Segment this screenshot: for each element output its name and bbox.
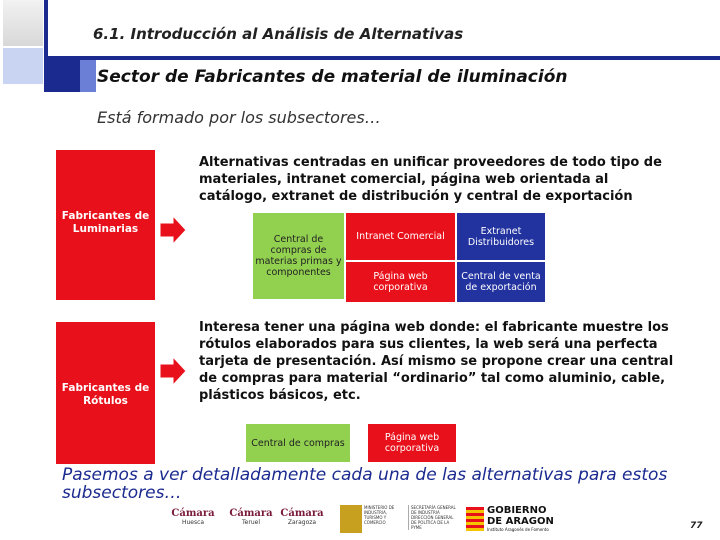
subsector-luminarias-label-1: Fabricantes de (61, 210, 150, 222)
camara-teruel-logo: Cámara Teruel (229, 508, 273, 526)
subsector-rotulos-label-1: Fabricantes de (61, 382, 150, 394)
subsector-luminarias (56, 150, 155, 300)
ministerio-logo-text: MINISTERIO DE INDUSTRIA, TURISMO Y COMERCIO (364, 505, 395, 525)
section-title: 6.1. Introducción al Análisis de Alternativas (93, 25, 464, 43)
corner-decoration-lightblue (3, 48, 43, 84)
intro-text: Está formado por los subsectores… (97, 108, 381, 127)
subsector-luminarias-label-2: Luminarias (72, 223, 139, 235)
slide-title: Sector de Fabricantes de material de iluminación (97, 67, 568, 87)
coat-of-arms-icon (340, 505, 362, 533)
box-central-compras: Central de compras (246, 424, 350, 462)
luminarias-description: Alternativas centradas en unificar proveedores de todo tipo de materiales, intranet comercial, página web orientada al catálogo, extranet de distribución y central de exportación (199, 155, 662, 204)
box-intranet-comercial: Intranet Comercial (346, 213, 455, 260)
title-divider (48, 56, 720, 60)
box-extranet-distribuidores: Extranet Distribuidores (457, 213, 545, 260)
corner-decoration-block (48, 56, 80, 92)
box-pagina-web-corporativa: Página web corporativa (346, 262, 455, 302)
corner-decoration-grey (3, 0, 43, 46)
camara-zaragoza-logo: Cámara Zaragoza (280, 508, 324, 526)
gobierno-aragon-logo: GOBIERNO DE ARAGON Instituto Aragonés de Fomento (487, 505, 554, 532)
corner-decoration-block-light (80, 56, 96, 92)
arrow-right-icon (160, 357, 186, 385)
page-number: 77 (690, 521, 703, 531)
subsector-rotulos-label-2: Rótulos (83, 395, 128, 407)
box-pagina-web-corporativa-2: Página web corporativa (368, 424, 456, 462)
camara-huesca-logo: Cámara Huesca (171, 508, 215, 526)
closing-text: Pasemos a ver detalladamente cada una de las alternativas para estos subsectores… (62, 465, 668, 503)
arrow-right-icon (160, 216, 186, 244)
rotulos-description: Interesa tener una página web donde: el fabricante muestre los rótulos elaborados para sus clientes, la web será una perfecta tarjeta de presentación. Así mismo se propone crear una central de compras para material “ordinario” tal como aluminio, cable, plásticos básicos, etc. (199, 320, 674, 403)
secretaria-logo-text: SECRETARÍA GENERAL DE INDUSTRIA DIRECCIÓN GENERAL DE POLÍTICA DE LA PYME (408, 505, 456, 530)
box-central-compras-materias: Central de compras de materias primas y componentes (253, 213, 344, 299)
aragon-flag-icon (466, 507, 484, 531)
subsector-rotulos (56, 322, 155, 464)
box-central-venta-exportacion: Central de venta de exportación (457, 262, 545, 302)
